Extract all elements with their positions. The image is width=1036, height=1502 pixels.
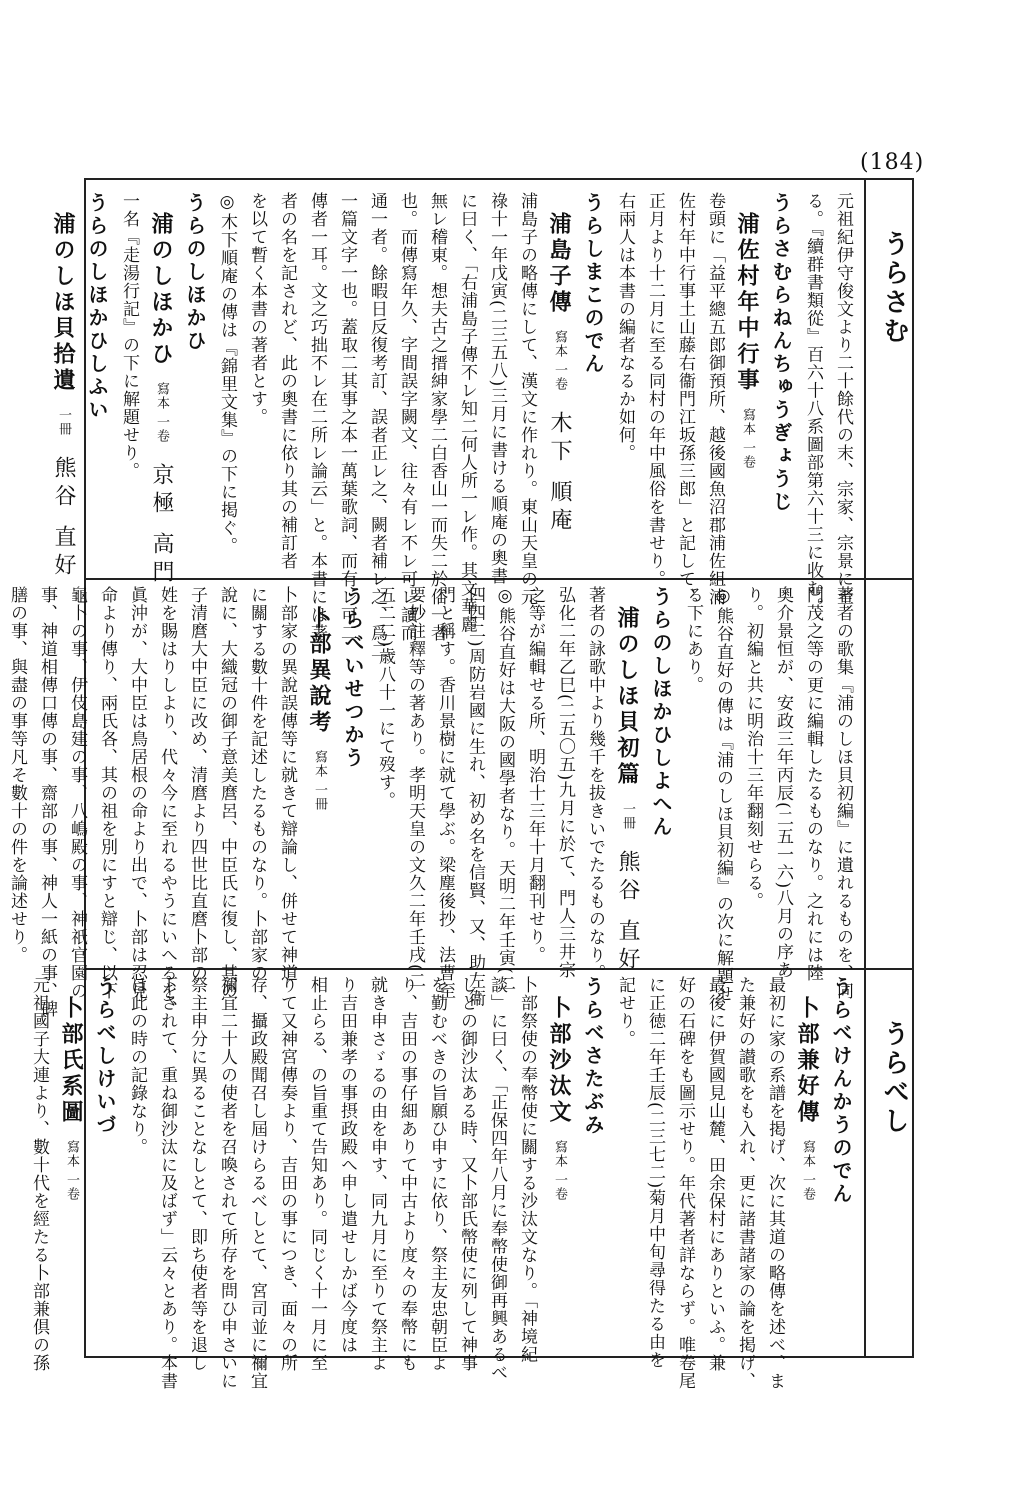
text-line: を以て暫く本書の著者とす。: [247, 192, 267, 426]
text-line: る。『續群書類從』百六十八系圖部第六十三に收む。: [803, 192, 823, 616]
entry-author: 熊谷 直好: [615, 850, 640, 975]
text-line: 門と稱す。香川景樹に就て學ぶ。梁塵後抄、法曹至: [435, 586, 455, 1000]
text-line: 相止らる、の旨重て告知あり。同じく十一月に至: [307, 976, 327, 1372]
text-line: を勤むべきの旨願ひ申すに依り、祭主友忠朝臣よ: [427, 976, 447, 1372]
heading-column-rule: [864, 178, 866, 1358]
text-line: 元祖國子大連より、數十代を經たる卜部兼倶の孫: [29, 976, 49, 1372]
entry-author: 京極 高門: [149, 463, 174, 589]
text-line: た兼好の讃歌をも入れ、更に諸書諸家の論を掲げ、: [735, 976, 755, 1390]
entry-reading: うらしまこのでん: [581, 192, 605, 376]
entry-title: 卜部氏系圖: [58, 996, 84, 1126]
entry-title: 浦のしほ貝拾遺: [50, 212, 76, 394]
text-line: ◎木下順庵の傳は『錦里文集』の下に掲ぐ。: [217, 192, 237, 555]
entry-reading: うらべしけいづ: [93, 976, 117, 1137]
text-line: 奧介景恒が、安政三年丙辰(二五一六)八月の序あ: [773, 586, 793, 980]
entry-title-line: [610, 586, 644, 975]
entry-format: 寫本 一卷: [552, 330, 567, 392]
text-line: 最後に伊賀國見山麓、田余保村にありといふ。兼: [705, 976, 725, 1372]
text-line: ◎熊谷直好の傳は『浦のしほ貝初編』の次に解題せ: [713, 586, 733, 1003]
entry-format: 一冊: [56, 408, 71, 436]
text-line: 就き申さゞるの由を申す、同九月に至りて祭主よ: [367, 976, 387, 1372]
text-line: り吉田兼孝の事摂政殿へ申し遣せしかば今度は: [337, 976, 357, 1354]
page-number: (184): [860, 150, 925, 175]
entry-title: 浦佐村年中行事: [734, 212, 760, 394]
text-line: 無レ稽東。想夫古之搢紳家學二白香山一而失二於俗一者: [427, 192, 447, 642]
band-bottom: [29, 976, 858, 1390]
text-line: 祭主申分に異ることなしとて、即ち使者等を退し: [187, 976, 207, 1372]
entry-format: 寫本 一卷: [154, 382, 169, 444]
text-line: に曰く、「右浦島子傳不レ知二何人所一レ作。其文華麗: [457, 192, 477, 634]
entry-title: 卜部沙汰文: [546, 996, 572, 1126]
entry-reading: うらべけんかうのでん: [829, 976, 853, 1206]
text-line: に正徳二年壬辰(二三七二)菊月中旬尋得たる由を: [645, 976, 665, 1370]
entry-format: 寫本 一冊: [312, 750, 327, 812]
entry-format: 寫本 一卷: [552, 1140, 567, 1202]
text-line: 事、神道相傳口傳の事、齋部の事、神人一紙の事、碑: [37, 586, 57, 1018]
text-line: 命より傳り、兩氏各、其の祖を別にすと辯じ、以下: [97, 586, 117, 1000]
text-line: 元祖紀伊守俊文より二十餘代の末、宗家、宗景に至: [833, 192, 853, 606]
text-line: 五二二)歳八十一にて歿す。: [375, 586, 395, 810]
entry-title-line: [46, 192, 80, 581]
entry-format: 一冊: [620, 802, 635, 830]
text-line: 之等が編輯せる所、明治十三年十月翻刊せり。: [525, 586, 545, 964]
entry-format: 寫本 一卷: [64, 1140, 79, 1202]
text-line: 祿十一年戊寅(二三五八)三月に書ける順庵の奧書: [487, 192, 507, 586]
text-line: 禰宜二十人の使者を召喚されて所存を問ひ申さいに: [217, 976, 237, 1390]
text-line: 著者の詠歌中より幾千を拔きいでたるものなり。: [585, 586, 605, 982]
text-line: 膳の事、與盡の事等凡そ數十の件を論述せり。: [7, 586, 27, 964]
text-line: 弘化二年乙巳(二五〇五)九月に於て、門人三井宗: [555, 586, 575, 980]
entry-title: 卜部兼好傳: [794, 996, 820, 1126]
text-line: 記せり。: [615, 976, 635, 1048]
text-line: 佐村年中行事土山藤右衞門江坂孫三郎」と記して、: [675, 192, 695, 606]
text-line: る下にあり。: [683, 586, 703, 694]
text-line: 著者の歌集『浦のしほ貝初編』に遺れるものを、同: [833, 586, 853, 1000]
text-line: しとの御沙汰ある時、又卜部氏幣使に列して神事: [457, 976, 477, 1372]
text-line: 卜部家の異說誤傳等に就きて辯論し、併せて神道: [277, 586, 297, 982]
running-head-bottom: うらべし: [879, 1020, 909, 1136]
text-line: 門茂之等の更に編輯したるものなり。之れには陸: [803, 586, 823, 982]
text-line: 說に、大織冠の御子意美麿呂、中臣氏に復し、其の: [217, 586, 237, 1000]
entry-author: 木下 順庵: [547, 411, 572, 537]
entry-reading: うらさむらねんちゅうぎょうじ: [769, 192, 793, 514]
text-line: 四四二)周防岩國に生れ、初め名を信賢、又、助左衞: [465, 586, 485, 1008]
text-line: 浦島子の略傳にして、漢文に作れり。東山天皇の元: [517, 192, 537, 606]
entry-reading: うらべいせつかう: [341, 586, 365, 770]
text-line: 也。而傳寫年久、字間誤字闕文、往々有レ不レ可レ讀而: [397, 192, 417, 642]
entry-title: 卜部異說考: [306, 606, 332, 736]
text-line: 一篇文字一也。蓋取二其事之本一萬葉歌詞、而有レ可二: [337, 192, 357, 642]
text-line: 通一者。餘暇日反復考訂、誤者正レ之、闕者補レ之、爲二: [367, 192, 387, 660]
text-line: 眞沖が、大中臣は鳥居根の命より出で、卜部は忍見: [127, 586, 147, 1000]
text-line: り。初編と共に明治十三年翻刻せらる。: [743, 586, 763, 910]
entry-reading: うらのしほかひ: [183, 192, 207, 353]
text-line: 一名『走湯行記』の下に解題せり。: [119, 192, 139, 480]
text-line: に關する數十件を記述したるものなり。卜部家の: [247, 586, 267, 982]
text-line: 姓を賜はりしより、代々今に至れるやうにいへるを、: [157, 586, 177, 1018]
text-line: 卜部祭使の奉幣使に關する沙汰文なり。「神境紀: [517, 976, 537, 1364]
entry-title: 浦のしほ貝初篇: [614, 606, 640, 788]
text-line: 卷頭に「益平總五郎御預所、越後國魚沼郡浦佐組浦: [705, 192, 725, 606]
entry-title-line: [54, 976, 88, 1350]
entry-title: 浦のしほかひ: [148, 212, 174, 368]
entry-author: 熊谷 直好: [51, 456, 76, 581]
text-line: ◎熊谷直好は大阪の國學者なり。天明二年壬寅(二: [495, 586, 515, 993]
entry-title-line: [542, 192, 576, 570]
text-line: りて又神宮傳奏より、吉田の事につき、面々の所: [277, 976, 297, 1372]
entry-reading: うらのしほかひしよへん: [649, 586, 673, 839]
text-line: 龜卜の事、伊伎島建の事、八嶋殿の事、神祇官園の: [67, 586, 87, 1000]
entry-title-line: [144, 192, 178, 589]
entry-title-line: [730, 192, 764, 570]
text-line: は此の時の記錄なり。: [127, 976, 147, 1156]
text-line: 下されて、重ね御沙汰に及ばず」云々とあり。本書: [157, 976, 177, 1390]
text-line: 存、攝政殿聞召し屆けらるべしとて、宮司並に禰宜: [247, 976, 267, 1390]
text-line: り、吉田の事仔細ありて中古より度々の奉幣にも: [397, 976, 417, 1372]
entry-title-line: [790, 976, 824, 1350]
text-line: 好の石碑をも圖示せり。年代著者詳ならず。唯卷尾: [675, 976, 695, 1390]
entry-reading: うらべさたぶみ: [581, 976, 605, 1137]
text-line: 正月より十二月に至る同村の年中風俗を書せり。: [645, 192, 665, 588]
running-head-top: うらさむ: [879, 230, 909, 346]
entry-format: 寫本 一卷: [740, 408, 755, 470]
entry-title: 浦島子傳: [546, 212, 572, 316]
entry-reading: うらのしほかひしふい: [85, 192, 109, 422]
entry-format: 寫本 一卷: [800, 1140, 815, 1202]
text-line: 談」に曰く、「正保四年八月に奉幣使御再興あるべ: [487, 976, 507, 1382]
text-line: 最初に家の系譜を掲げ、次に其道の略傳を述べ、ま: [765, 976, 785, 1390]
text-line: 要抄註釋等の著あり。孝明天皇の文久二年壬戌(二: [405, 586, 425, 990]
text-line: 者の名を記されど、此の奧書に依り其の補訂者: [277, 192, 297, 570]
text-line: 傳者一耳。文之巧拙不レ在二所レ論云」と。本書には著: [307, 192, 327, 642]
entry-title-line: [302, 586, 336, 960]
text-line: 右兩人は本書の編者なるか如何。: [615, 192, 635, 462]
text-line: 子清麿大中臣に改め、清麿より四世比直麿卜部の: [187, 586, 207, 982]
entry-title-line: [542, 976, 576, 1350]
